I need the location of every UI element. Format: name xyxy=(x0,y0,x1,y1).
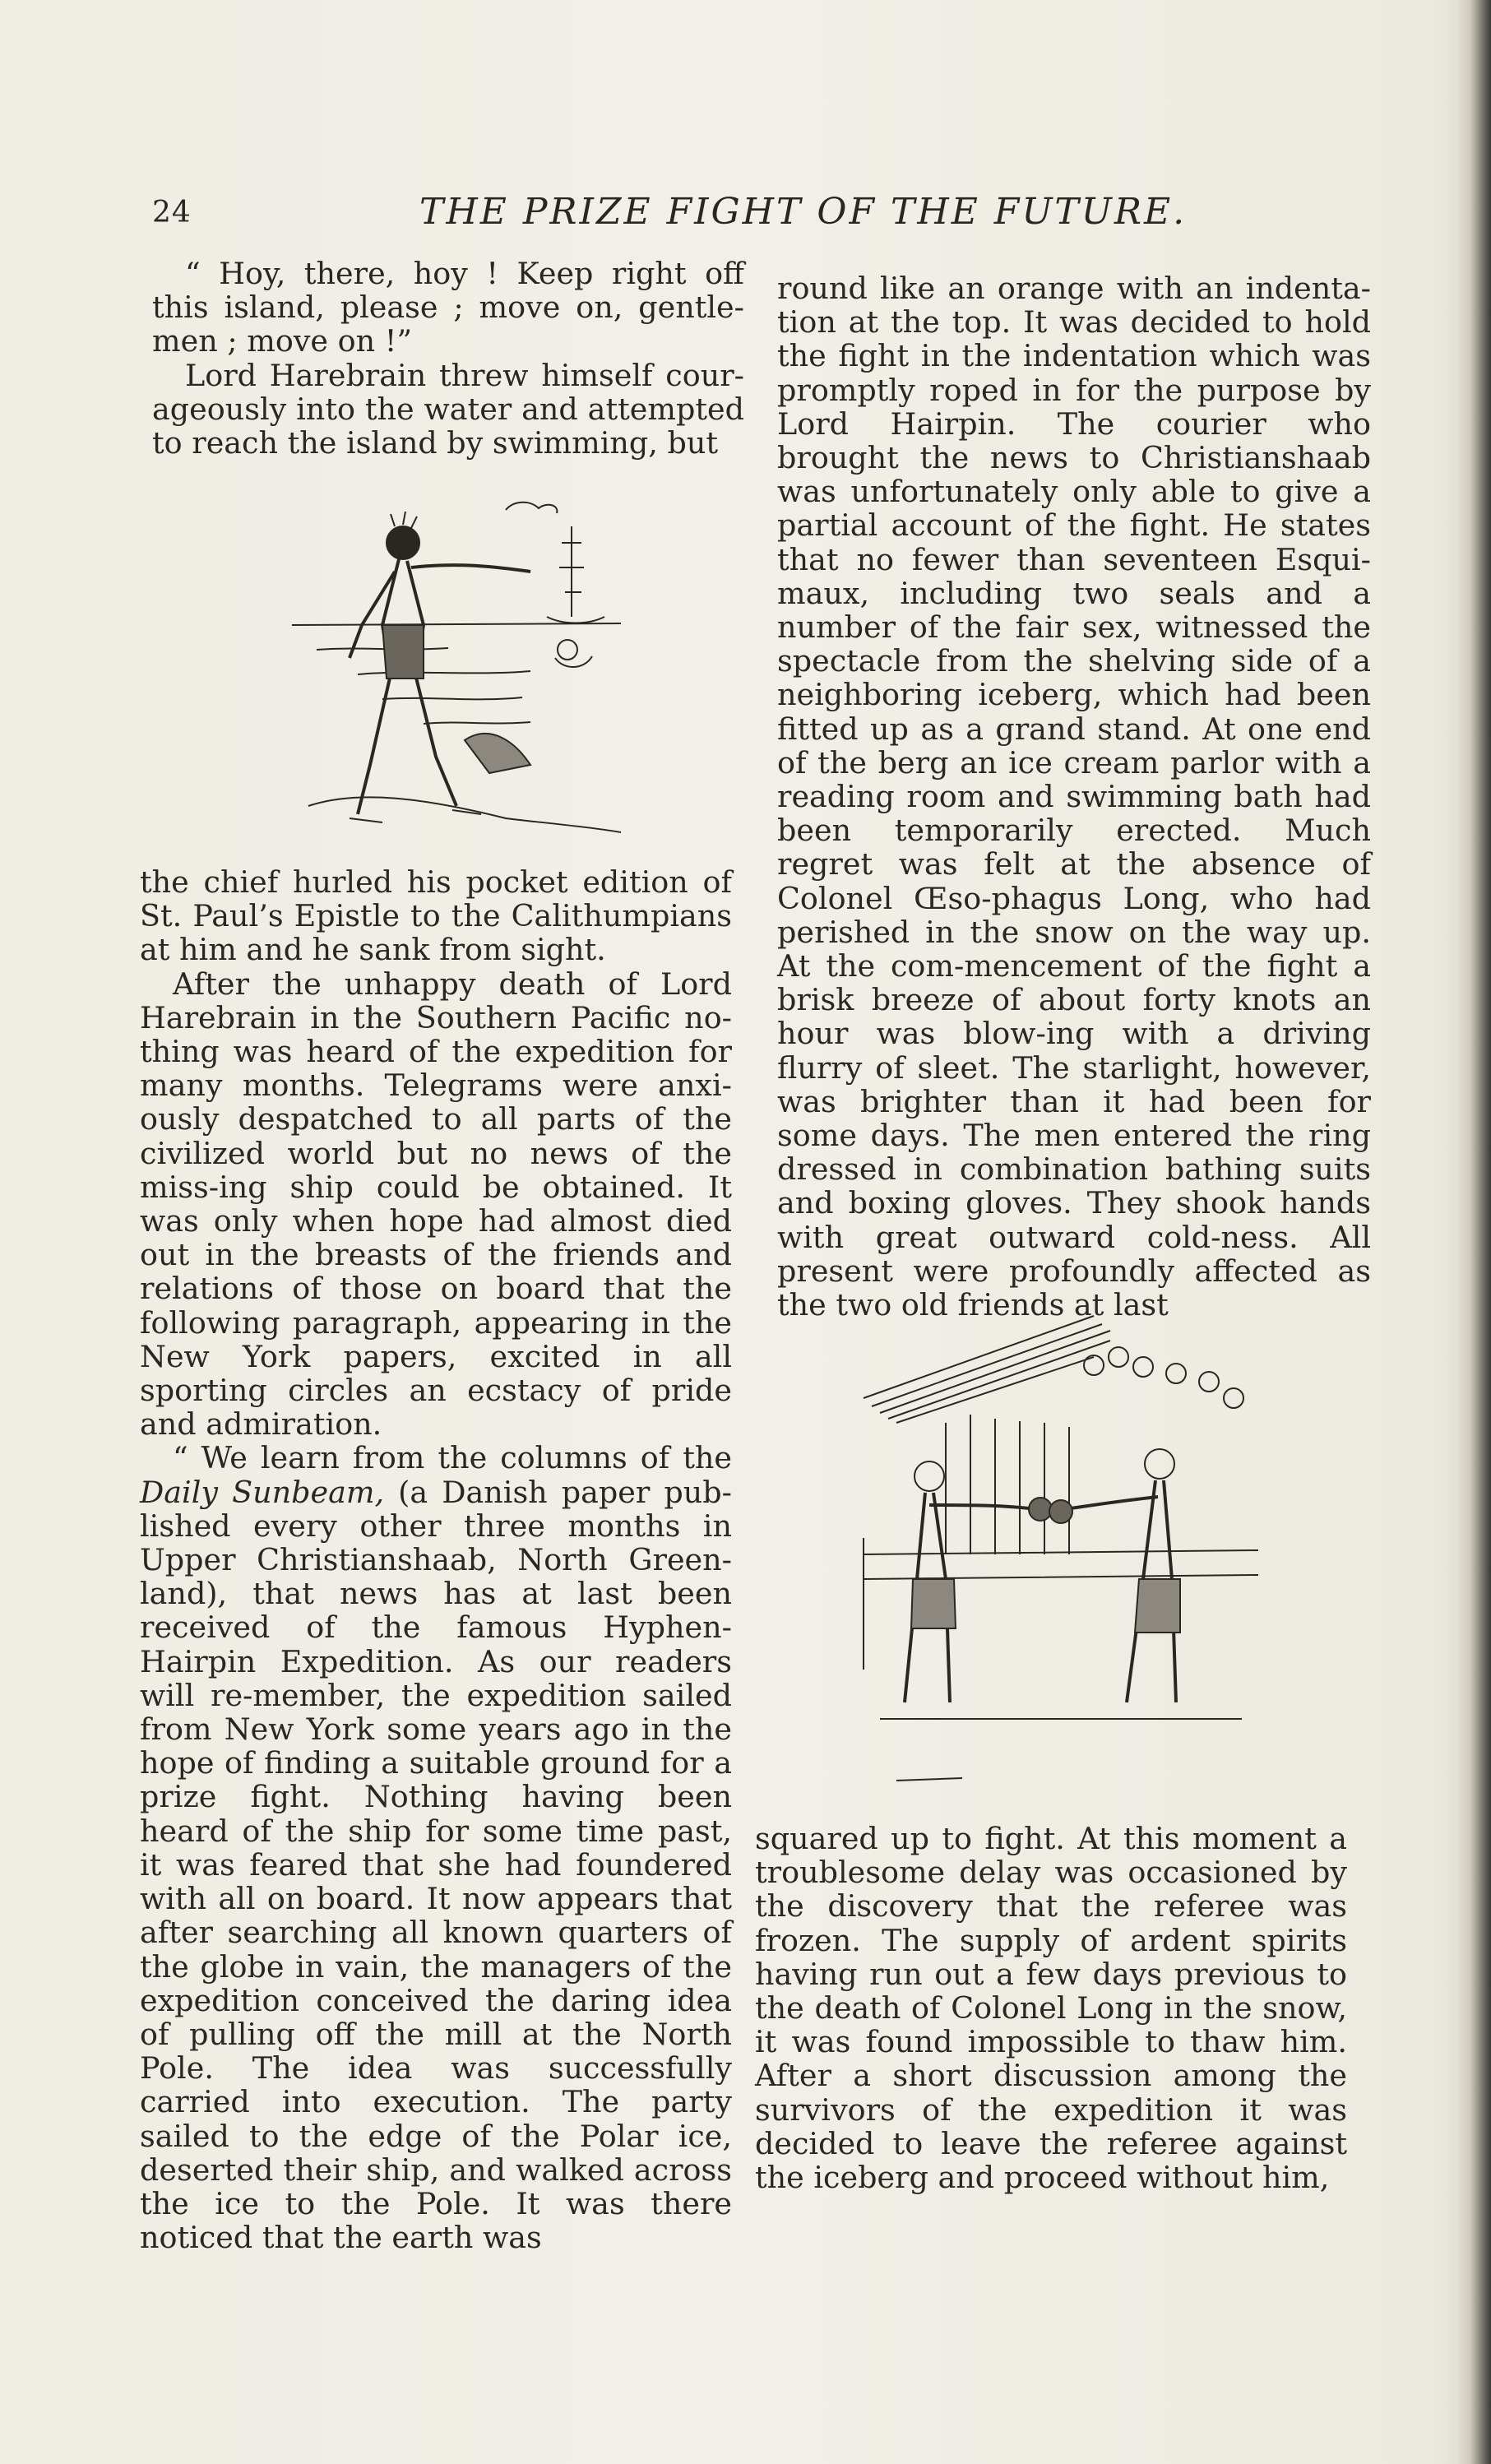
paragraph: round like an orange with an indenta-tion at the top. It was decided to hold the fight in the indentation which was promptly roped in for the purpose by Lord Hairpin. The courier who brought the news to Christianshaab was unfortunately only able to give a partial account of the fight. He states that no fewer than seventeen Esqui-maux, including two seals and a number of the fair sex, witnessed the spectacle from the shelving side of a neighboring iceberg, which had been fitted up as a grand stand. At one end of the berg an ice cream parlor with a reading room and swimming bath had been temporarily erected. Much regret was felt at the absence of Colonel Œso-phagus Long, who had perished in the snow on the way up. At the com-mencement of the fight a brisk breeze of about forty knots an hour was blow-ing with a driving flurry of sleet. The starlight, however, was brighter than it had been for some days. The men entered the ring dressed in combination bathing suits and boxing gloves. They shook hands with great outward cold-ness. All present were profoundly affected as the two old friends at last xyxy=(777,271,1371,1323)
page-header xyxy=(152,191,1369,240)
page-edge-shadow xyxy=(1456,0,1491,2464)
paragraph: the chief hurled his pocket edition of St. Paul’s Epistle to the Calithumpians at him and he sank from sight. xyxy=(140,864,732,968)
paragraph: Lord Harebrain threw himself cour-ageously into the water and attempted to reach the island by swimming, but xyxy=(152,357,744,461)
illustration-boxers-in-ring xyxy=(847,1308,1275,1793)
right-column-bottom xyxy=(755,1822,1347,2194)
page-number: 24 xyxy=(152,196,192,229)
newspaper-name: Daily Sunbeam, xyxy=(140,1474,385,1510)
paragraph: After the unhappy death of Lord Harebrain in the Southern Pacific no-thing was heard of the expedition for many months. Telegrams were anxi-ously despatched to all parts of the civilized world but no news of the miss-ing ship could be obtained. It was only when hope had almost died out in the breasts of the friends and relations of those on board that the following paragraph, appearing in the New York papers, excited in all sporting circles an ecstacy of pride and admiration. xyxy=(140,966,732,1443)
illustration-islander-on-shore xyxy=(259,493,654,839)
left-column-top xyxy=(152,257,744,460)
paragraph-rest: (a Danish paper pub-lished every other three months in Upper Christianshaab, North Green-land), that news has at last been received of the famous Hyphen-Hairpin Expedition. As our readers will re-member, the expedition sailed from New York some years ago in the hope of finding a suitable ground for a prize fight. Nothing having been heard of the ship for some time past, it was feared that she had foundered with all on board. It now appears that after searching all known quarters of the globe in vain, the managers of the expedition conceived the daring idea of pulling off the mill at the North Pole. The idea was successfully carried into execution. The party sailed to the edge of the Polar ice, deserted their ship, and walked across the ice to the Pole. It was there noticed that the earth was xyxy=(140,1474,732,2256)
paragraph-open: “ We learn from the columns of the xyxy=(173,1440,732,1476)
paragraph: “ Hoy, there, hoy ! Keep right off this island, please ; move on, gentle-men ; move on !” xyxy=(152,256,744,359)
paragraph xyxy=(140,1441,732,2254)
left-column-bottom xyxy=(140,865,732,2254)
running-title: THE PRIZE FIGHT OF THE FUTURE. xyxy=(419,191,1188,233)
right-column-top xyxy=(777,271,1371,1322)
paragraph: squared up to fight. At this moment a troublesome delay was occasioned by the discovery that the referee was frozen. The supply of ardent spirits having run out a few days previous to the death of Colonel Long in the snow, it was found impossible to thaw him. After a short discussion among the survivors of the expedition it was decided to leave the referee against the iceberg and proceed without him, xyxy=(755,1821,1347,2196)
